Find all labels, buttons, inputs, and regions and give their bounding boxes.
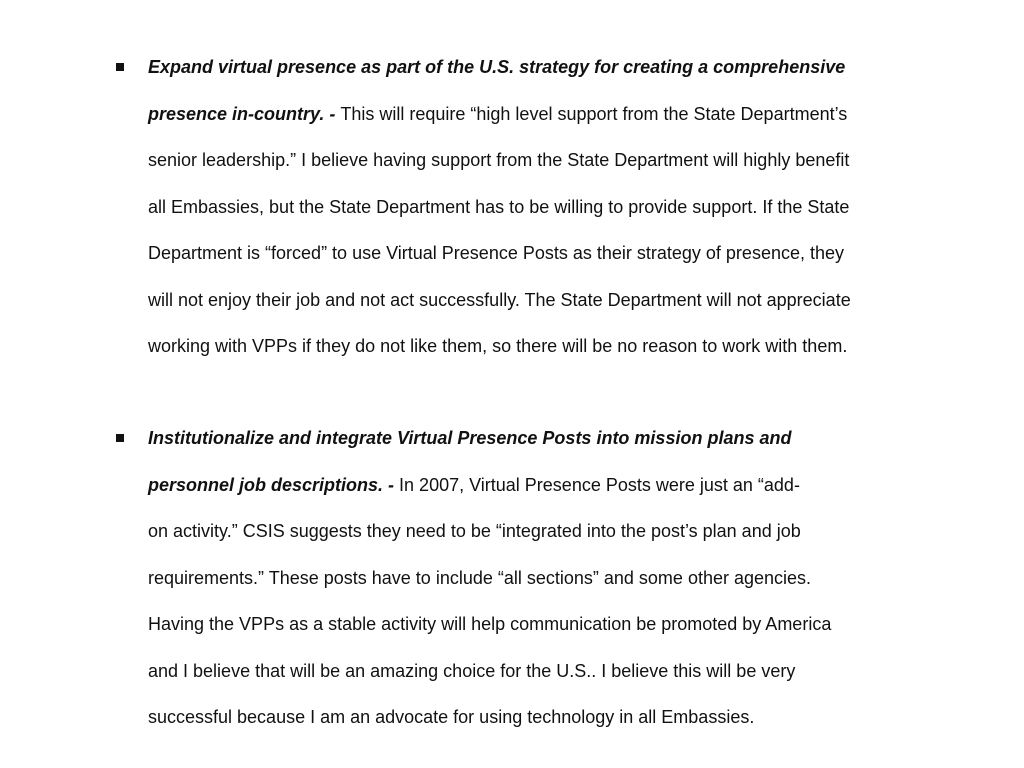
bullet-text: Having the VPPs as a stable activity will help communication be promoted by America [148,614,832,634]
bullet-heading: presence in-country. - [148,103,341,124]
bullet-text: requirements.” These posts have to include “all sections” and some other agencies. [148,567,812,588]
bullet-heading: Expand virtual presence as part of the U.S. strategy for creating a comprehensive [148,57,846,77]
bullet-text: all Embassies, but the State Department has to be willing to provide support. If the State [148,196,850,217]
bullet-text: This will require “high level support from the State Department’s [340,103,848,124]
text-line [148,329,847,363]
text-line [148,97,847,131]
text-line [148,468,800,502]
text-line [148,50,845,84]
text-line [148,421,791,455]
text-line [148,190,849,224]
bullet-text: will not enjoy their job and not act successfully. The State Department will not appreciate [148,289,851,310]
text-line [148,514,801,548]
square-bullet-icon [116,63,124,71]
square-bullet-icon [116,434,124,442]
bullet-text: senior leadership.” I believe having support from the State Department will highly benefit [148,150,850,170]
text-line [148,700,754,734]
bullet-heading: personnel job descriptions. - [148,474,400,495]
text-line [148,283,851,317]
text-line [148,607,831,641]
text-line [148,143,849,177]
text-line [148,236,844,270]
bullet-text: In 2007, Virtual Presence Posts were just an “add- [399,474,800,495]
bullet-heading: Institutionalize and integrate Virtual Presence Posts into mission plans and [148,428,792,448]
bullet-text: on activity.” CSIS suggests they need to be “integrated into the post’s plan and job [148,521,801,541]
text-line [148,561,811,595]
bullet-text: Department is “forced” to use Virtual Presence Posts as their strategy of presence, they [148,243,844,263]
bullet-text: and I believe that will be an amazing choice for the U.S.. I believe this will be very [148,660,796,681]
text-line [148,654,795,688]
bullet-text: successful because I am an advocate for using technology in all Embassies. [148,707,755,727]
bullet-text: working with VPPs if they do not like them, so there will be no reason to work with them. [148,336,848,356]
